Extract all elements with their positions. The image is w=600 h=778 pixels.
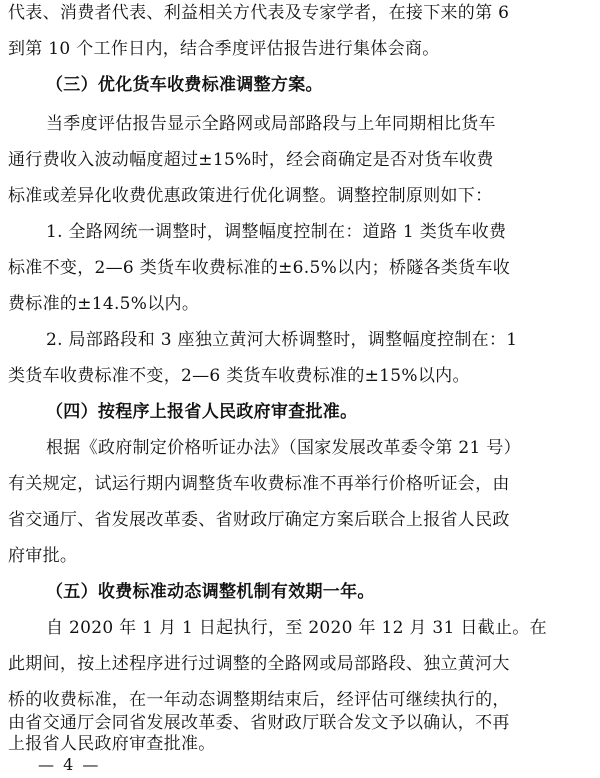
text-line: 根据《政府制定价格听证办法》（国家发展改革委令第 21 号） <box>46 438 521 458</box>
text-line: 费标准的±14.5%以内。 <box>8 294 200 314</box>
text-line: 到第 10 个工作日内，结合季度评估报告进行集体会商。 <box>8 39 440 59</box>
section-heading-5: （五）收费标准动态调整机制有效期一年。 <box>46 582 375 602</box>
text-line: 通行费收入波动幅度超过±15%时，经会商确定是否对货车收费 <box>8 150 494 170</box>
text-line: 类货车收费标准不变，2—6 类货车收费标准的±15%以内。 <box>8 366 470 386</box>
text-line: 省交通厅、省发展改革委、省财政厅确定方案后联合上报省人民政 <box>8 510 510 530</box>
text-line: 标准或差异化收费优惠政策进行优化调整。调整控制原则如下： <box>8 186 493 206</box>
text-line: 桥的收费标准，在一年动态调整期结束后，经评估可继续执行的， <box>8 690 510 710</box>
text-line: 府审批。 <box>8 546 78 566</box>
text-line: 代表、消费者代表、利益相关方代表及专家学者，在接下来的第 6 <box>8 3 510 23</box>
text-line: 标准不变，2—6 类货车收费标准的±6.5%以内；桥隧各类货车收 <box>8 258 511 278</box>
text-line: 由省交通厅会同省发展改革委、省财政厅联合发文予以确认，不再 <box>8 713 510 733</box>
text-line: 2. 局部路段和 3 座独立黄河大桥调整时，调整幅度控制在：1 <box>46 330 518 350</box>
text-line: 1. 全路网统一调整时，调整幅度控制在：道路 1 类货车收费 <box>46 222 507 242</box>
section-heading-3: （三）优化货车收费标准调整方案。 <box>46 75 323 95</box>
text-line: 有关规定，试运行期内调整货车收费标准不再举行价格听证会，由 <box>8 474 510 494</box>
text-line: 上报省人民政府审查批准。 <box>8 734 216 754</box>
text-line: 此期间，按上述程序进行过调整的全路网或局部路段、独立黄河大 <box>8 654 510 674</box>
page-number: — 4 — <box>38 755 101 774</box>
section-heading-4: （四）按程序上报省人民政府审查批准。 <box>46 402 358 422</box>
text-line: 当季度评估报告显示全路网或局部路段与上年同期相比货车 <box>46 114 496 134</box>
text-line: 自 2020 年 1 月 1 日起执行，至 2020 年 12 月 31 日截止。在 <box>46 618 547 638</box>
